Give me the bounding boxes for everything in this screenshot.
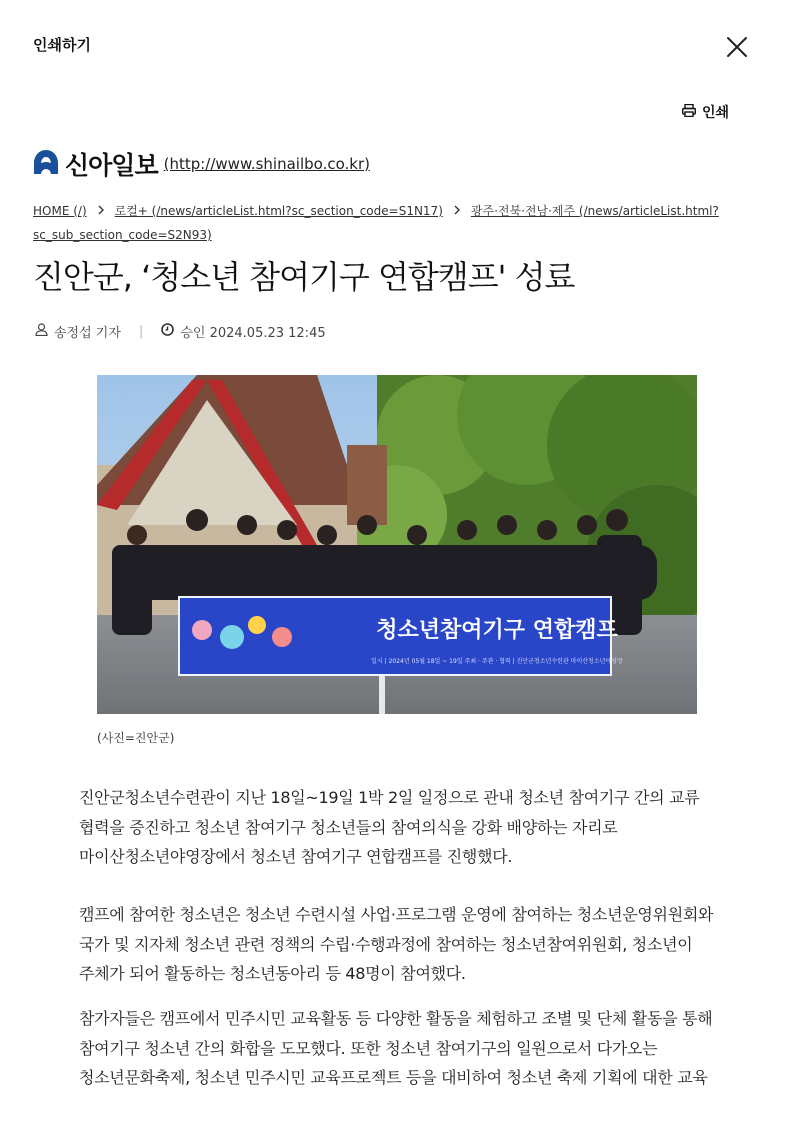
site-logo bbox=[33, 146, 370, 182]
logo-url-link[interactable]: (http://www.shinailbo.co.kr) bbox=[163, 155, 370, 173]
logo-name: 신아일보 bbox=[65, 151, 158, 180]
breadcrumb-subsection[interactable]: 광주·전북·전남·제주 (/news/articleList.html? sc_sub_section_code=S2N93) bbox=[33, 204, 719, 242]
close-icon[interactable] bbox=[724, 34, 750, 60]
author-name: 송정섭 기자 bbox=[54, 326, 121, 341]
banner-title: 청소년참여기구 연합캠프 bbox=[376, 618, 618, 643]
breadcrumb-section[interactable]: 로컬+ (/news/articleList.html?sc_section_code=S1N17) bbox=[114, 204, 443, 218]
article-photo bbox=[97, 375, 697, 714]
clock-icon bbox=[161, 323, 174, 340]
chevron-right-icon bbox=[97, 199, 105, 223]
article-paragraph: 참가자들은 캠프에서 민주시민 교육활동 등 다양한 활동을 체험하고 조별 및 단체 활동을 통해 참여기구 청소년 간의 화합을 도모했다. 또한 청소년 참여기구의 일원으로서 다가오는 청소년문화축제, 청소년 민주시민 교육프로젝트 등을 대비하여 청소년 축제 기획에 대한 교육 bbox=[79, 1009, 713, 1087]
breadcrumb-home[interactable]: HOME (/) bbox=[33, 204, 87, 218]
breadcrumb bbox=[33, 199, 733, 247]
photo-caption: (사진=진안군) bbox=[97, 731, 175, 745]
print-label: 인쇄 bbox=[702, 105, 730, 121]
page-title: 인쇄하기 bbox=[33, 36, 91, 54]
article-paragraph: 진안군청소년수련관이 지난 18일~19일 1박 2일 일정으로 관내 청소년 참여기구 간의 교류 협력을 증진하고 청소년 참여기구 청소년들의 참여의식을 강화 배양하는 자리로 마이산청소년야영장에서 청소년 참여기구 연합캠프를 진행했다. bbox=[79, 788, 700, 866]
logo-mark-icon bbox=[33, 149, 59, 179]
approved-date: 승인 2024.05.23 12:45 bbox=[180, 326, 326, 341]
article-paragraph: 캠프에 참여한 청소년은 청소년 수련시설 사업·프로그램 운영에 참여하는 청소년운영위원회와 국가 및 지자체 청소년 관련 정책의 수립·수행과정에 참여하는 청소년참여위원회, 청소년이 주체가 되어 활동하는 청소년동아리 등 48명이 참여했다. bbox=[79, 905, 714, 983]
printer-icon bbox=[682, 104, 696, 121]
print-button[interactable] bbox=[682, 102, 729, 122]
banner-subtitle: 일시 | 2024년 05월 18일 ~ 19일 주최 · 주관 · 협력 | 진안군청소년수련관 마이산청소년야영장 bbox=[371, 658, 623, 665]
article-meta bbox=[35, 322, 326, 341]
chevron-right-icon bbox=[453, 199, 461, 223]
meta-divider: | bbox=[138, 324, 144, 339]
article-title: 진안군, ‘청소년 참여기구 연합캠프' 성료 bbox=[33, 258, 575, 296]
user-icon bbox=[35, 323, 48, 340]
